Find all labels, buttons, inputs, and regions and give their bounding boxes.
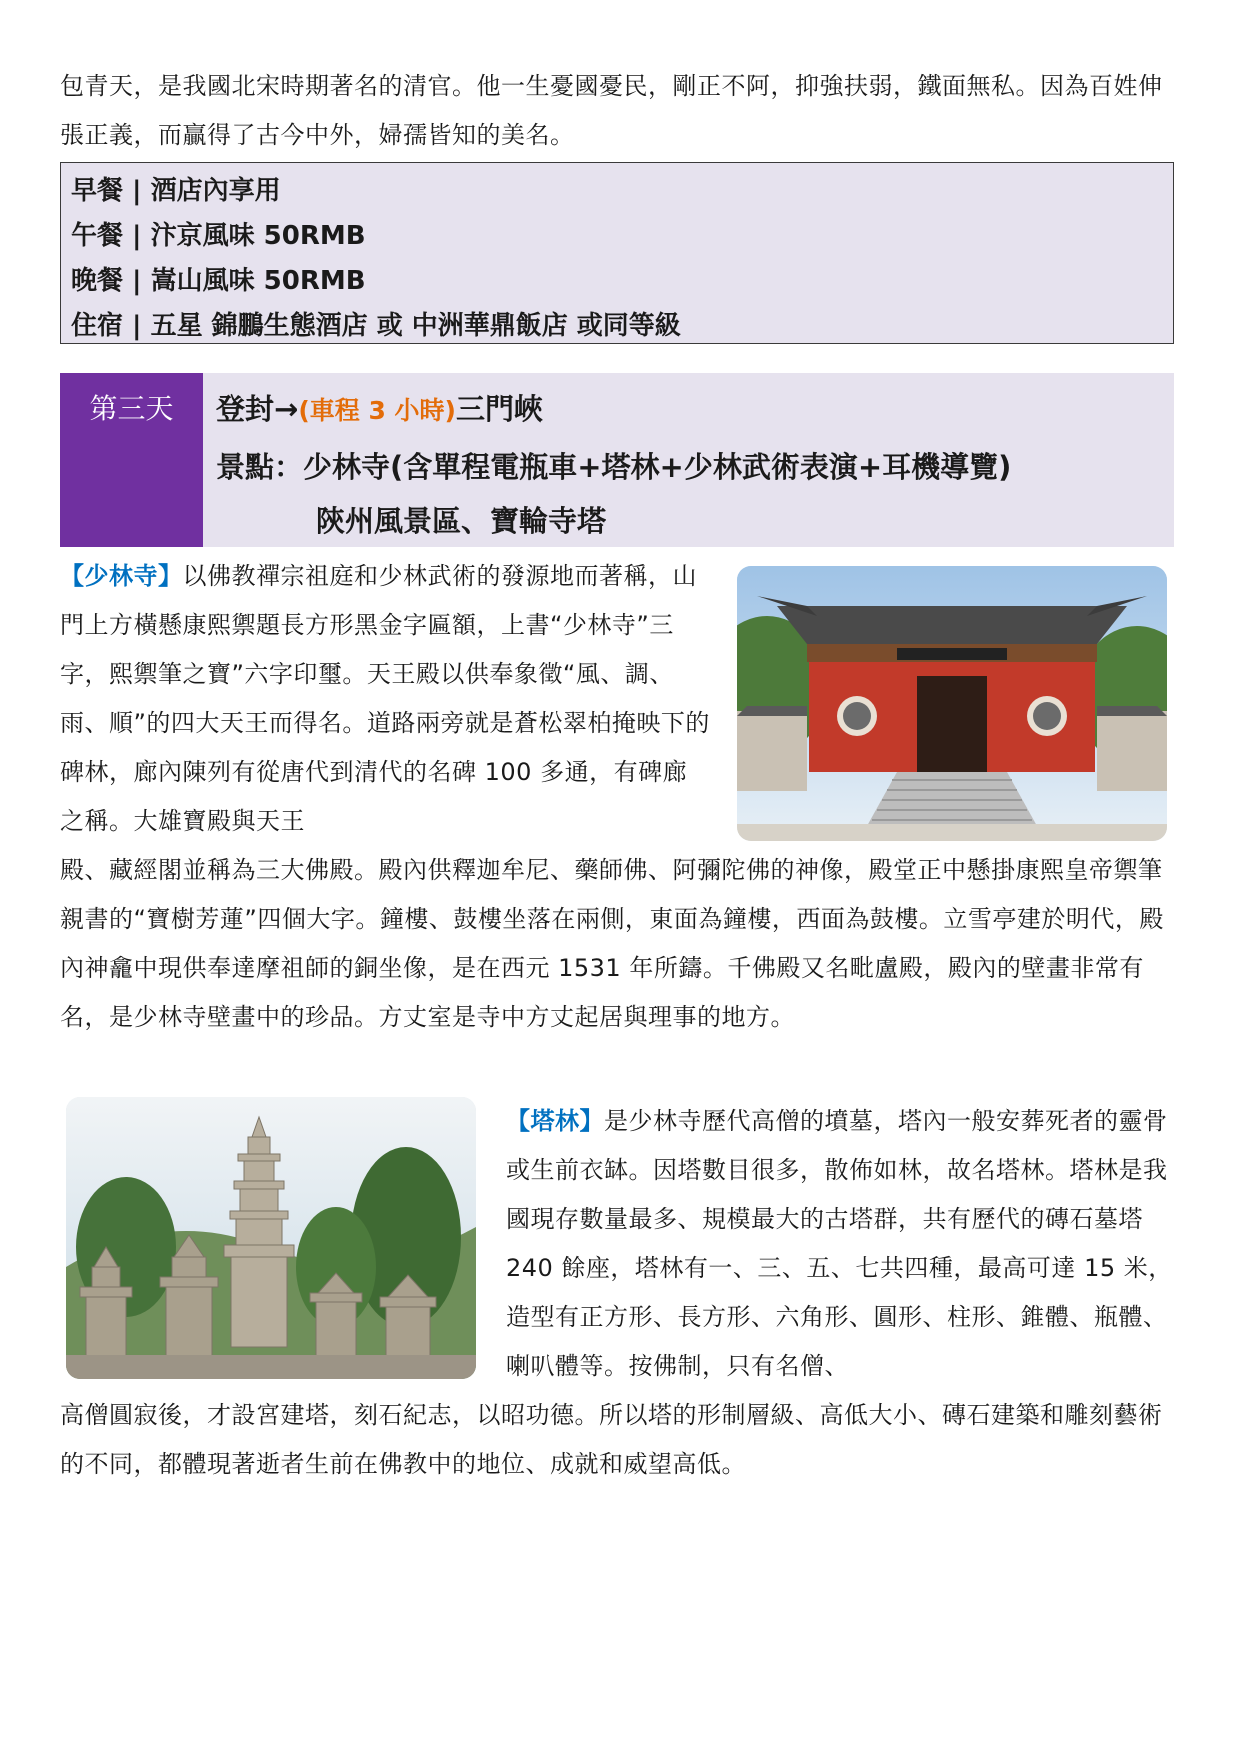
day-spots-line2: 陝州風景區、寶輪寺塔 (316, 504, 607, 538)
route-start: 登封→ (216, 392, 299, 426)
pagoda-forest-photo (66, 1097, 476, 1379)
shaolin-temple-photo (737, 566, 1167, 841)
shaolin-paragraph-top (60, 552, 710, 846)
tower-text-top: 是少林寺歷代高僧的墳墓，塔內一般安葬死者的靈骨或生前衣缽。因塔數目很多，散佈如林，故名塔林。塔林是我國現存數量最多、規模最大的古塔群，共有歷代的磚石墓塔 240 餘座，塔林有一、三、五、七共四種，最高可達 15 米，造型有正方形、長方形、六角形、圓形、柱形、錐體、瓶體、喇叭體等。按佛制，只有名僧、 (506, 1107, 1173, 1380)
shaolin-title: 【少林寺】 (60, 562, 183, 590)
meal-accommodation: 住宿 | 五星 錦鵬生態酒店 或 中洲華鼎飯店 或同等級 (71, 311, 681, 341)
meal-dinner: 晚餐 | 嵩山風味 50RMB (71, 266, 366, 296)
day-route (216, 389, 543, 431)
intro-paragraph: 包青天，是我國北宋時期著名的清官。他一生憂國憂民，剛正不阿，抑強扶弱，鐵面無私。因為百姓伸張正義，而贏得了古今中外，婦孺皆知的美名。 (60, 72, 1163, 149)
shaolin-text-top: 以佛教禪宗祖庭和少林武術的發源地而著稱，山門上方橫懸康熙禦題長方形黑金字匾額，上書“少林寺”三字，熙禦筆之寶”六字印璽。天王殿以供奉象徵“風、調、雨、順”的四大天王而得名。道路兩旁就是蒼松翠柏掩映下的碑林，廊內陳列有從唐代到清代的名碑 100 多通，有碑廊之稱。大雄寶殿與天王 (60, 562, 710, 835)
day-header (60, 373, 1174, 547)
shaolin-paragraph-bottom: 殿、藏經閣並稱為三大佛殿。殿內供釋迦牟尼、藥師佛、阿彌陀佛的神像，殿堂正中懸掛康熙皇帝禦筆親書的“寶樹芳蓮”四個大字。鐘樓、鼓樓坐落在兩側，東面為鐘樓，西面為鼓樓。立雪亭建於明代，殿內神龕中現供奉達摩祖師的銅坐像，是在西元 1531 年所鑄。千佛殿又名毗盧殿，殿內的壁畫非常有名，是少林寺壁畫中的珍品。方丈室是寺中方丈起居與理事的地方。 (60, 856, 1164, 1031)
day-spots-line1: 景點：少林寺(含單程電瓶車+塔林+少林武術表演+耳機導覽) (216, 450, 1012, 484)
meal-breakfast: 早餐 | 酒店內享用 (71, 176, 281, 206)
tower-paragraph-bottom: 高僧圓寂後，才設宮建塔，刻石紀志，以昭功德。所以塔的形制層級、高低大小、磚石建築和雕刻藝術的不同，都體現著逝者生前在佛教中的地位、成就和威望高低。 (60, 1401, 1163, 1478)
meals-box (60, 162, 1174, 344)
day-label: 第三天 (60, 373, 203, 547)
tower-title: 【塔林】 (506, 1107, 604, 1135)
meal-lunch: 午餐 | 汴京風味 50RMB (71, 221, 366, 251)
tower-paragraph-top (506, 1097, 1186, 1391)
route-drive-time: (車程 3 小時) (298, 396, 456, 425)
route-end: 三門峽 (455, 392, 543, 426)
